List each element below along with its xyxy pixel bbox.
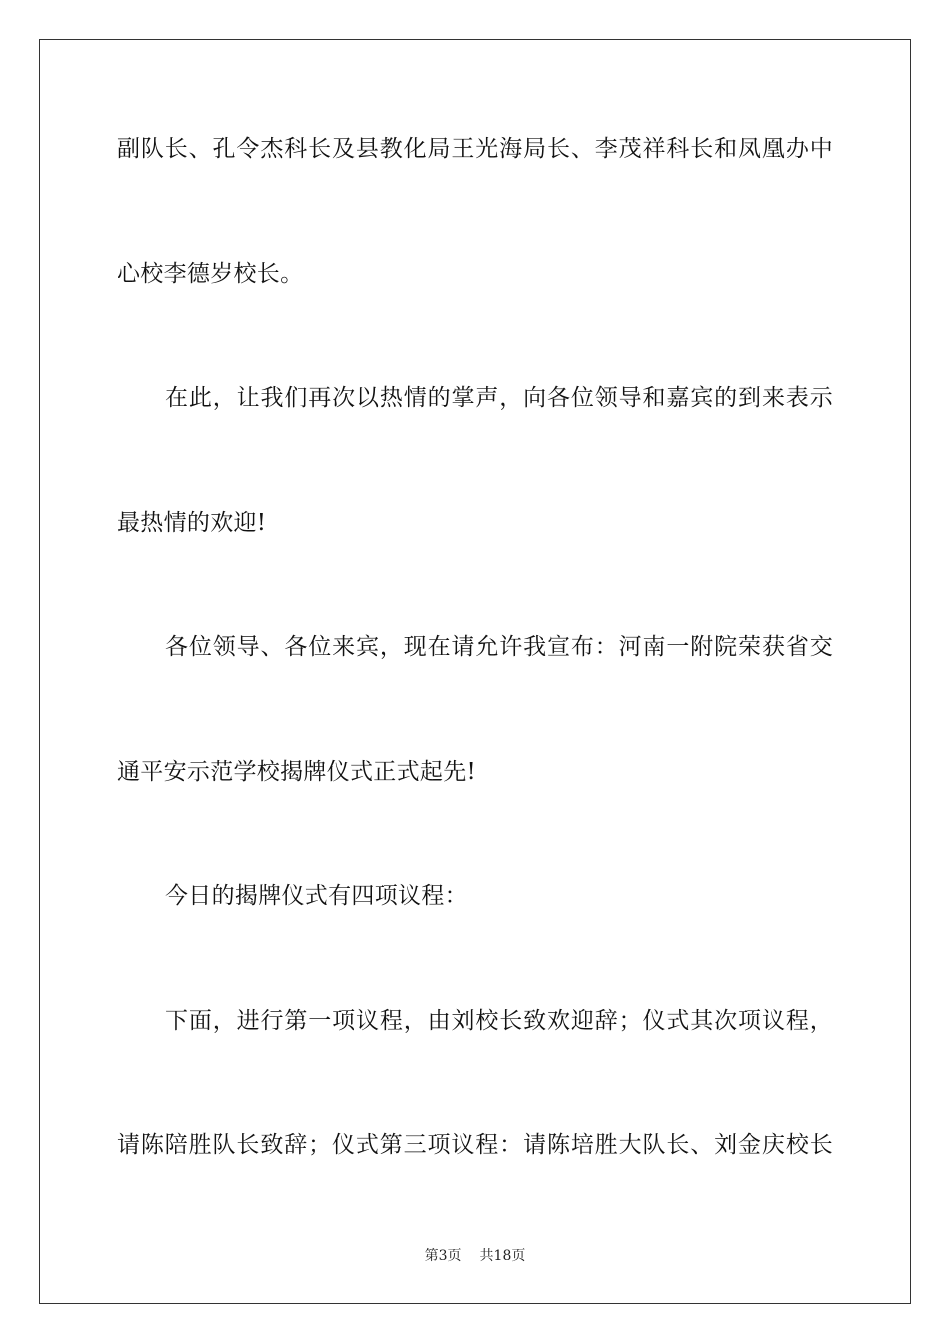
- page-total: 共18页: [479, 1248, 526, 1264]
- paragraph-start-line: 下面，进行第一项议程，由刘校长致欢迎辞；仪式其次项议程，: [165, 1008, 833, 1034]
- text-line: 通平安示范学校揭牌仪式正式起先!: [117, 759, 477, 785]
- paragraph-start-line: 今日的揭牌仪式有四项议程：: [165, 883, 468, 909]
- page-number: 第3页: [424, 1248, 462, 1264]
- text-line: 最热情的欢迎!: [117, 510, 267, 536]
- text-line: 请陈陪胜队长致辞；仪式第三项议程：请陈培胜大队长、刘金庆校长: [117, 1132, 833, 1158]
- text-line: 副队长、孔令杰科长及县教化局王光海局长、李茂祥科长和凤凰办中: [117, 136, 833, 162]
- page-frame: [39, 39, 911, 1304]
- text-line: 心校李德岁校长。: [117, 261, 304, 287]
- page-footer: [0, 1247, 950, 1265]
- paragraph-start-line: 各位领导、各位来宾，现在请允许我宣布：河南一附院荣获省交: [165, 634, 833, 660]
- paragraph-start-line: 在此，让我们再次以热情的掌声，向各位领导和嘉宾的到来表示: [165, 385, 833, 411]
